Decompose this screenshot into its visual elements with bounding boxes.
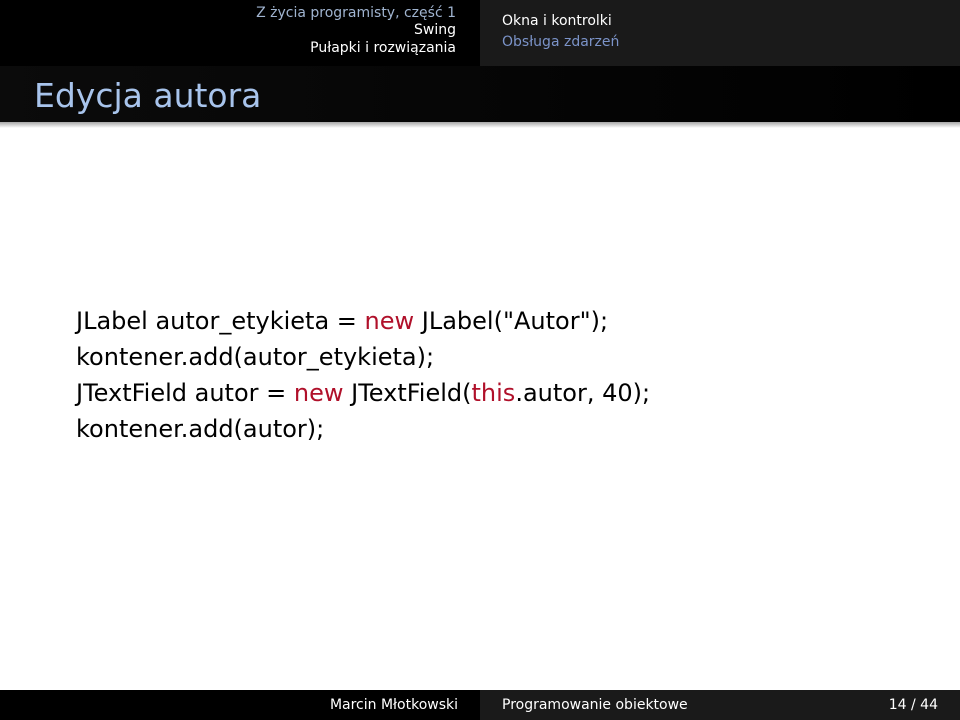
code-text: JLabel("Autor"); bbox=[414, 307, 609, 335]
code-line-1 bbox=[76, 303, 650, 339]
footer-course-box bbox=[480, 690, 960, 720]
code-text: JLabel autor_etykieta = bbox=[76, 307, 365, 335]
code-text: JTextField autor = bbox=[76, 379, 294, 407]
footer bbox=[0, 690, 960, 720]
nav-subsection-1[interactable]: Okna i kontrolki bbox=[502, 13, 612, 29]
footer-course: Programowanie obiektowe bbox=[502, 697, 688, 713]
top-navigation bbox=[0, 0, 960, 66]
subsection-navigation bbox=[480, 0, 960, 66]
frame-title: Edycja autora bbox=[34, 76, 262, 115]
code-text: JTextField( bbox=[343, 379, 472, 407]
title-shadow bbox=[0, 122, 960, 128]
nav-subsection-2[interactable]: Obsługa zdarzeń bbox=[502, 34, 620, 50]
code-keyword: this bbox=[471, 379, 516, 407]
page-number: 14 / 44 bbox=[888, 697, 938, 713]
footer-author-box bbox=[0, 690, 480, 720]
code-line-4: kontener.add(autor); bbox=[76, 415, 325, 443]
code-text: .autor, 40); bbox=[515, 379, 651, 407]
frame-title-bar bbox=[0, 66, 960, 122]
code-line-3 bbox=[76, 375, 650, 411]
nav-section-2[interactable]: Swing bbox=[414, 22, 456, 38]
footer-author: Marcin Młotkowski bbox=[329, 697, 458, 713]
code-keyword: new bbox=[293, 379, 344, 407]
section-navigation bbox=[0, 0, 480, 66]
code-block bbox=[76, 303, 650, 447]
code-keyword: new bbox=[364, 307, 415, 335]
nav-section-1[interactable]: Z życia programisty, część 1 bbox=[256, 5, 456, 21]
code-line-2: kontener.add(autor_etykieta); bbox=[76, 343, 435, 371]
nav-section-3[interactable]: Pułapki i rozwiązania bbox=[310, 40, 456, 56]
